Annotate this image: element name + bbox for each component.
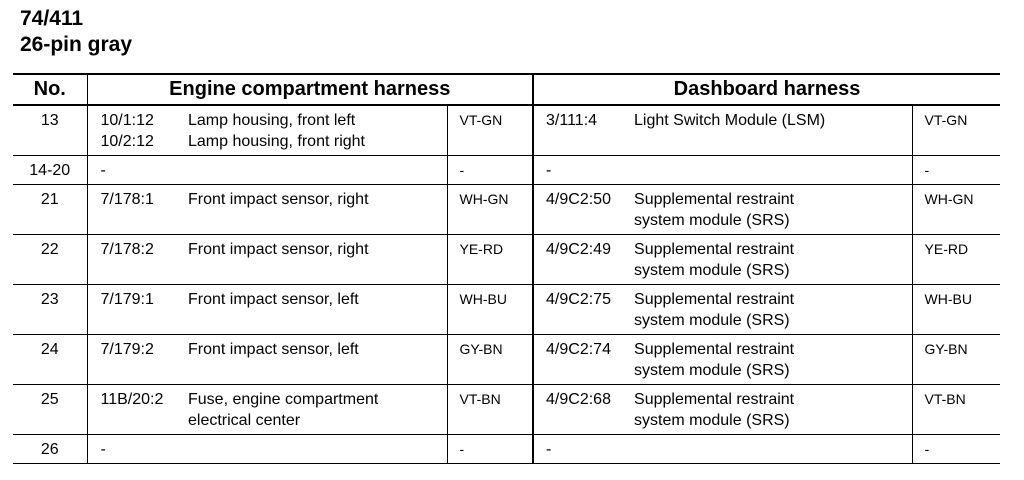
dashboard-wire-color (912, 285, 1000, 335)
dashboard-component-line: system module (SRS) (634, 262, 790, 279)
engine-connector-code (87, 385, 188, 435)
dashboard-connector-code-line: 4/9C2:75 (546, 291, 611, 308)
pin-number-line: 14-20 (29, 162, 71, 179)
dashboard-component-line: system module (SRS) (634, 212, 790, 229)
engine-component (188, 105, 447, 156)
engine-connector-code-line: - (100, 162, 106, 179)
dashboard-component (634, 185, 912, 235)
dashboard-wire-color-line: - (924, 441, 930, 457)
dashboard-wire-color-line: VT-GN (924, 112, 968, 128)
dashboard-wire-color-line: GY-BN (924, 341, 968, 357)
dashboard-component (634, 235, 912, 285)
engine-component (188, 435, 447, 464)
dashboard-component (634, 435, 912, 464)
engine-wire-color (447, 285, 533, 335)
engine-connector-code (87, 285, 188, 335)
pin-number (13, 285, 87, 335)
pin-number-line: 22 (40, 241, 59, 258)
column-header-no: No. (13, 74, 87, 105)
connector-id: 74/411 (20, 7, 84, 30)
engine-connector-code (87, 156, 188, 185)
engine-wire-color (447, 156, 533, 185)
dashboard-connector-code (533, 285, 634, 335)
engine-wire-color (447, 185, 533, 235)
engine-connector-code-line: 10/1:12 (100, 112, 154, 129)
dashboard-wire-color (912, 335, 1000, 385)
engine-connector-code-line: - (100, 441, 106, 458)
engine-component-line: Fuse, engine compartment (188, 391, 379, 408)
column-header-dashboard-harness: Dashboard harness (533, 74, 1000, 105)
dashboard-connector-code-line: 4/9C2:50 (546, 191, 611, 208)
engine-wire-color-line: WH-GN (459, 191, 509, 207)
pin-number (13, 185, 87, 235)
dashboard-connector-code-line: - (546, 441, 552, 458)
table-row (13, 385, 1000, 435)
engine-wire-color (447, 385, 533, 435)
engine-component-line: Lamp housing, front left (188, 112, 356, 129)
dashboard-component-line: system module (SRS) (634, 312, 790, 329)
dashboard-connector-code (533, 185, 634, 235)
engine-connector-code (87, 105, 188, 156)
engine-component (188, 185, 447, 235)
dashboard-wire-color-line: VT-BN (924, 391, 966, 407)
pin-number-line: 26 (40, 441, 59, 458)
dashboard-component (634, 105, 912, 156)
dashboard-wire-color-line: WH-GN (924, 191, 974, 207)
engine-wire-color-line: GY-BN (459, 341, 503, 357)
dashboard-connector-code (533, 335, 634, 385)
engine-component-line: Front impact sensor, right (188, 241, 369, 258)
engine-connector-code (87, 235, 188, 285)
engine-component-line: Front impact sensor, right (188, 191, 369, 208)
engine-wire-color-line: WH-BU (459, 291, 507, 307)
engine-component-line: electrical center (188, 412, 301, 429)
engine-wire-color-line: VT-GN (459, 112, 503, 128)
engine-connector-code (87, 435, 188, 464)
table-row (13, 185, 1000, 235)
table-body (13, 105, 1000, 464)
dashboard-component (634, 156, 912, 185)
dashboard-connector-code-line: 4/9C2:68 (546, 391, 611, 408)
engine-connector-code-line: 10/2:12 (100, 133, 154, 150)
dashboard-wire-color-line: - (924, 162, 930, 178)
table-row (13, 435, 1000, 464)
engine-component (188, 235, 447, 285)
dashboard-connector-code-line: 4/9C2:49 (546, 241, 611, 258)
connector-title (20, 6, 132, 58)
engine-wire-color-line: - (459, 162, 465, 178)
dashboard-component (634, 285, 912, 335)
table-row (13, 105, 1000, 156)
dashboard-component (634, 335, 912, 385)
engine-component-line: Front impact sensor, left (188, 341, 359, 358)
engine-connector-code-line: 7/178:1 (100, 191, 154, 208)
dashboard-component-line: Supplemental restraint (634, 391, 795, 408)
pin-number-line: 25 (40, 391, 59, 408)
engine-connector-code (87, 335, 188, 385)
dashboard-component-line: Supplemental restraint (634, 241, 795, 258)
pin-number (13, 156, 87, 185)
dashboard-wire-color (912, 156, 1000, 185)
dashboard-wire-color (912, 185, 1000, 235)
dashboard-wire-color (912, 105, 1000, 156)
dashboard-component (634, 385, 912, 435)
dashboard-component-line: Supplemental restraint (634, 341, 795, 358)
dashboard-wire-color (912, 385, 1000, 435)
engine-connector-code (87, 185, 188, 235)
dashboard-component-line: Supplemental restraint (634, 291, 795, 308)
engine-wire-color-line: YE-RD (459, 241, 504, 257)
engine-wire-color (447, 105, 533, 156)
pin-number-line: 23 (40, 291, 59, 308)
pin-number-line: 24 (40, 341, 59, 358)
engine-connector-code-line: 7/179:2 (100, 341, 154, 358)
pin-number (13, 235, 87, 285)
connector-description: 26-pin gray (20, 33, 133, 56)
engine-component (188, 385, 447, 435)
engine-wire-color (447, 435, 533, 464)
engine-connector-code-line: 7/179:1 (100, 291, 154, 308)
engine-wire-color-line: - (459, 441, 465, 457)
dashboard-wire-color-line: WH-BU (924, 291, 972, 307)
pinout-table (13, 73, 1000, 464)
dashboard-connector-code (533, 435, 634, 464)
pin-number (13, 105, 87, 156)
dashboard-connector-code (533, 156, 634, 185)
dashboard-component-line: Supplemental restraint (634, 191, 795, 208)
dashboard-connector-code-line: 4/9C2:74 (546, 341, 611, 358)
column-header-engine-harness: Engine compartment harness (87, 74, 533, 105)
engine-component-line: Front impact sensor, left (188, 291, 359, 308)
engine-wire-color (447, 335, 533, 385)
dashboard-connector-code (533, 105, 634, 156)
dashboard-component-line: system module (SRS) (634, 412, 790, 429)
dashboard-component-line: Light Switch Module (LSM) (634, 112, 826, 129)
engine-connector-code-line: 11B/20:2 (100, 391, 164, 408)
pin-number (13, 385, 87, 435)
engine-wire-color (447, 235, 533, 285)
table-row (13, 285, 1000, 335)
engine-connector-code-line: 7/178:2 (100, 241, 154, 258)
dashboard-connector-code (533, 235, 634, 285)
pin-number (13, 435, 87, 464)
pin-number-line: 21 (40, 191, 59, 208)
dashboard-connector-code-line: 3/111:4 (546, 112, 598, 129)
engine-component-line: Lamp housing, front right (188, 133, 365, 150)
pin-number (13, 335, 87, 385)
dashboard-component-line: system module (SRS) (634, 362, 790, 379)
engine-wire-color-line: VT-BN (459, 391, 501, 407)
dashboard-connector-code-line: - (546, 162, 552, 179)
pin-number-line: 13 (40, 112, 59, 129)
table-row (13, 335, 1000, 385)
engine-component (188, 285, 447, 335)
engine-component (188, 156, 447, 185)
dashboard-wire-color (912, 235, 1000, 285)
table-row (13, 235, 1000, 285)
dashboard-connector-code (533, 385, 634, 435)
table-header-row (13, 74, 1000, 105)
dashboard-wire-color (912, 435, 1000, 464)
engine-component (188, 335, 447, 385)
dashboard-wire-color-line: YE-RD (924, 241, 969, 257)
table-row (13, 156, 1000, 185)
